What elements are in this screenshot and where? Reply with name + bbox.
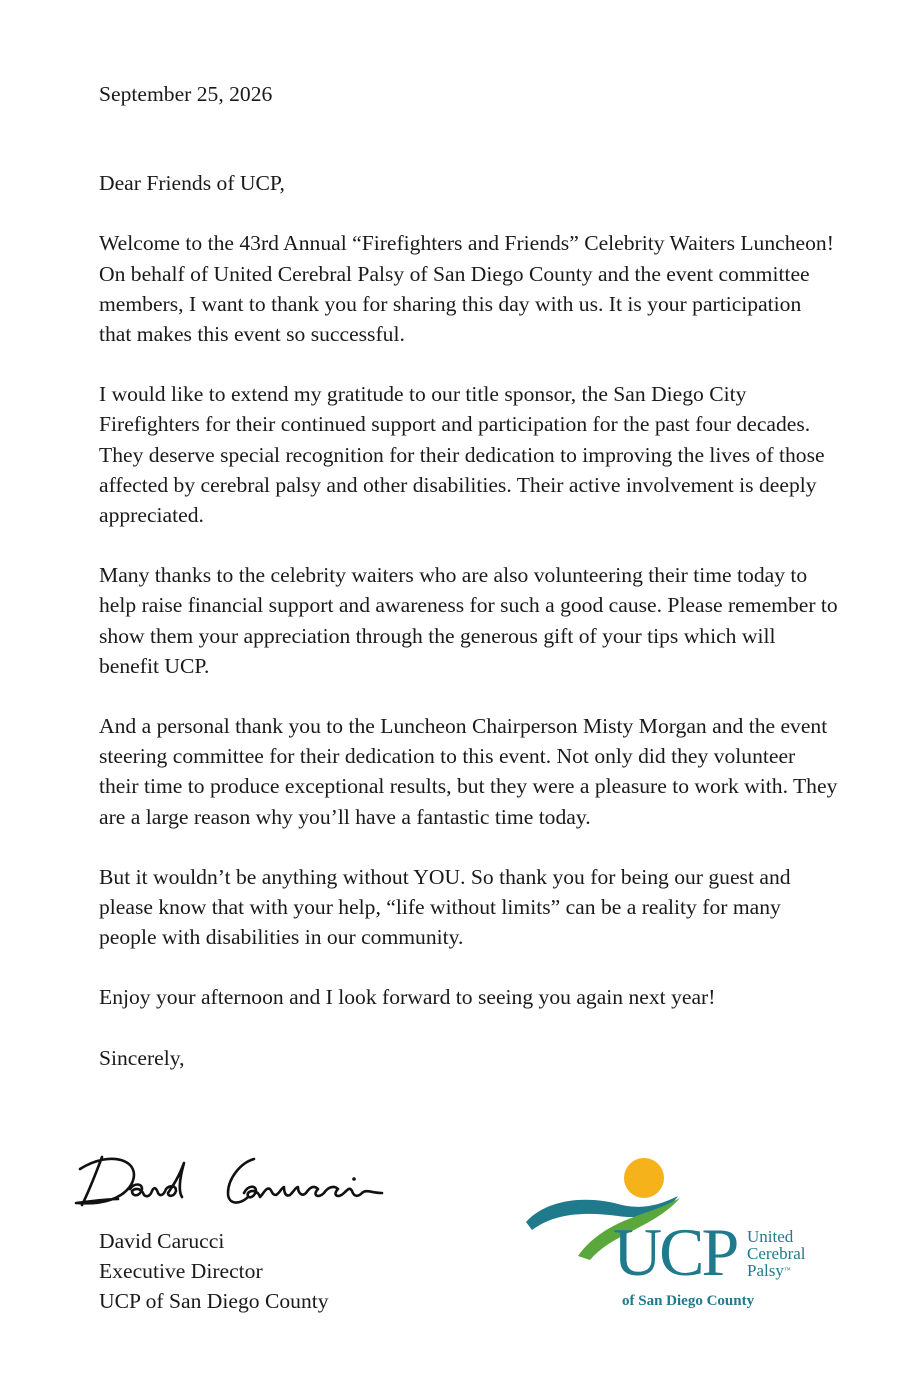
letter-paragraph-6: Enjoy your afternoon and I look forward to seeing you again next year! — [99, 985, 716, 1010]
signer-organization: UCP of San Diego County — [99, 1289, 329, 1314]
letter-paragraph-2: I would like to extend my gratitude to our title sponsor, the San Diego City Firefighters for their continued support and participation for the past four decades. They deserve special recognition for their dedication to improving the lives of those affected by cerebral palsy and other disabilities. Their active involvement is deeply appreciated. — [99, 382, 825, 528]
logo-word-united: United — [747, 1227, 794, 1246]
signer-name: David Carucci — [99, 1229, 225, 1253]
signer-block — [99, 1226, 329, 1317]
letter-body — [99, 79, 839, 1073]
logo-wordmark — [747, 1228, 806, 1279]
letter-paragraph-1: Welcome to the 43rd Annual “Firefighters and Friends” Celebrity Waiters Luncheon! On behalf of United Cerebral Palsy of San Diego County and the event committee members, I want to thank you for sharing this day with us. It is your participation that makes this event so successful. — [99, 231, 834, 347]
signer-title: Executive Director — [99, 1259, 263, 1284]
logo-trademark: ™ — [783, 1266, 791, 1274]
logo-sun-icon — [624, 1158, 664, 1198]
letter-paragraph-3: Many thanks to the celebrity waiters who are also volunteering their time today to help raise financial support and awareness for such a good cause. Please remember to show them your appreciation through the generous gift of your tips which will benefit UCP. — [99, 563, 838, 678]
letter-closing: Sincerely, — [99, 1045, 185, 1070]
handwritten-signature — [72, 1143, 432, 1225]
logo-word-cerebral: Cerebral — [747, 1244, 806, 1263]
letter-salutation: Dear Friends of UCP, — [99, 171, 285, 196]
letter-paragraph-4: And a personal thank you to the Luncheon Chairperson Misty Morgan and the event steering committee for their dedication to this event. Not only did they volunteer their time to produce exceptional results, but they were a pleasure to work with. They are a large reason why you’ll have a fantastic time today. — [99, 714, 838, 829]
letter-date: September 25, 2026 — [99, 82, 273, 106]
logo-subtitle: of San Diego County — [622, 1293, 755, 1309]
letter-paragraph-5: But it wouldn’t be anything without YOU. So thank you for being our guest and please know that with your help, “life without limits” can be a reality for many people with disabilities in our community. — [99, 864, 791, 950]
ucp-logo — [518, 1150, 828, 1320]
logo-ucp-letters: UCP — [613, 1214, 737, 1290]
logo-word-palsy: Palsy — [747, 1261, 784, 1280]
